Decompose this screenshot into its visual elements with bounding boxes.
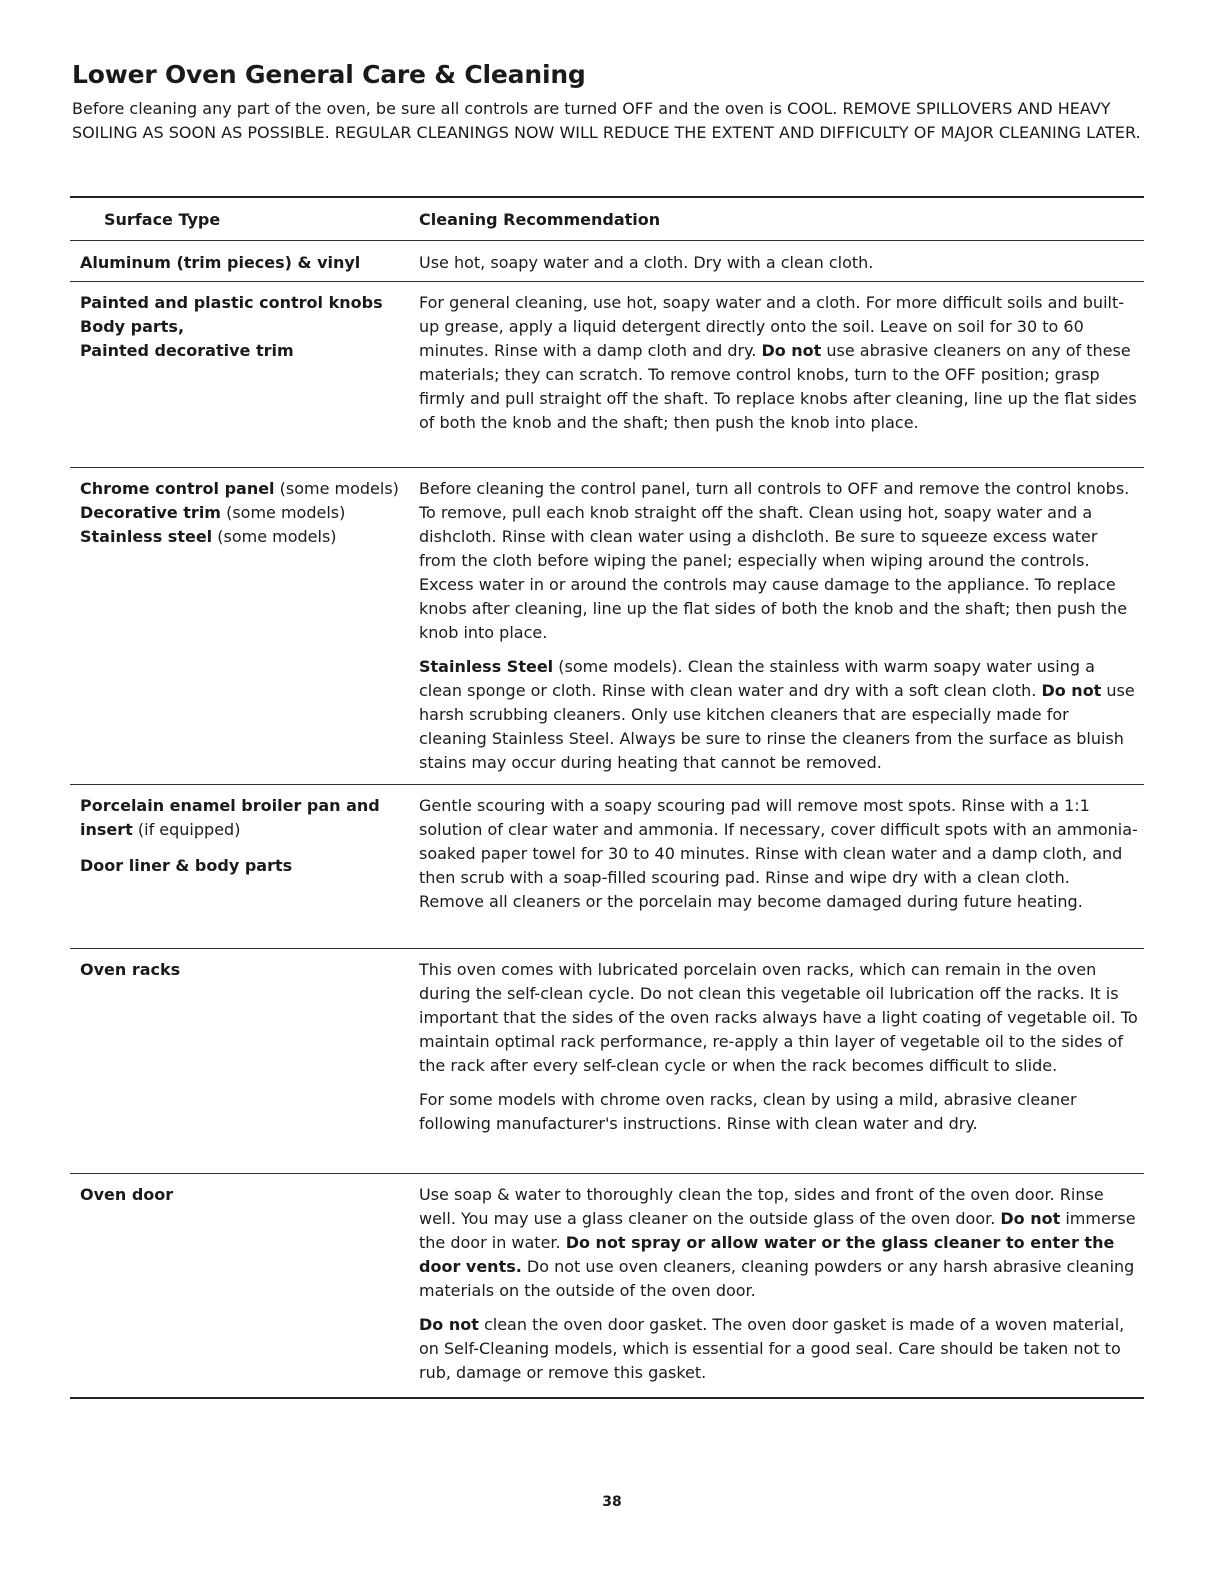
surface-cell [70,794,419,948]
recommendation-text: Before cleaning the control panel, turn all controls to OFF and remove the control knobs. To remove, pull each knob straight off the shaft. Clean using hot, soapy water and a dishcloth. Rinse with clean water using a dishcloth. Be sure to squeeze excess water from the cloth before wiping the panel; especially when wiping around the controls. Excess water in or around the controls may cause damage to the appliance. To replace knobs after cleaning, line up the flat sides of both the knob and the shaft; then push the knob into place. [419,479,1130,642]
recommendation-text: Do not clean the oven door gasket. The oven door gasket is made of a woven material, on Self-Cleaning models, which is essential for a good seal. Care should be taken not to rub, damage or remove this gasket. [419,1315,1125,1382]
recommendation-text: This oven comes with lubricated porcelain oven racks, which can remain in the oven during the self-clean cycle. Do not clean this vegetable oil lubrication off the racks. It is important that the sides of the oven racks always have a light coating of vegetable oil. To maintain optimal rack performance, re-apply a thin layer of vegetable oil to the sides of the rack after every self-clean cycle or when the rack becomes difficult to slide. [419,960,1138,1075]
recommendation-cell [419,251,1144,281]
surface-type-header: Surface Type [104,209,221,229]
recommendation-text: Stainless Steel (some models). Clean the stainless with warm soapy water using a clean sponge or cloth. Rinse with clean water and dry with a soft clean cloth. Do not use harsh scrubbing cleaners. Only use kitchen cleaners that are especially made for cleaning Stainless Steel. Always be sure to rinse the cleaners from the surface as bluish stains may occur during heating that cannot be removed. [419,657,1135,772]
table-row [70,241,1144,281]
cleaning-table [70,196,1144,1399]
surface-name: Porcelain enamel broiler pan and insert (if equipped) [80,796,380,839]
surface-name: Chrome control panel (some models) [80,479,399,498]
recommendation-text: For general cleaning, use hot, soapy water and a cloth. For more difficult soils and built-up grease, apply a liquid detergent directly onto the soil. Leave on soil for 30 to 60 minutes. Rinse with a damp cloth and dry. Do not use abrasive cleaners on any of these materials; they can scratch. To remove control knobs, turn to the OFF position; grasp firmly and pull straight off the shaft. To replace knobs after cleaning, line up the flat sides of both the knob and the shaft; then push the knob into place. [419,293,1137,432]
recommendation-text: For some models with chrome oven racks, clean by using a mild, abrasive cleaner following manufacturer's instructions. Rinse with clean water and dry. [419,1090,1077,1133]
page-content [70,60,1144,1382]
table-header [70,198,1144,240]
table-row [70,468,1144,784]
surface-cell [70,1183,419,1397]
surface-name: Painted decorative trim [80,341,294,360]
surface-name: Painted and plastic control knobs [80,293,383,312]
recommendation-text: Use hot, soapy water and a cloth. Dry with a clean cloth. [419,253,874,272]
recommendation-text: Gentle scouring with a soapy scouring pad will remove most spots. Rinse with a 1:1 solution of clear water and ammonia. If necessary, cover difficult spots with an ammonia-soaked paper towel for 30 to 40 minutes. Rinse with clean water and a damp cloth, and then scrub with a soap-filled scouring pad. Rinse and wipe dry with a clean cloth. Remove all cleaners or the porcelain may become damaged during future heating. [419,796,1138,911]
recommendation-cell [419,794,1144,948]
surface-name: Decorative trim (some models) [80,503,346,522]
surface-name: Oven door [80,1185,174,1204]
table-bottom-rule [70,1397,1144,1399]
surface-cell [70,958,419,1173]
intro-paragraph: Before cleaning any part of the oven, be sure all controls are turned OFF and the oven is COOL. REMOVE SPILLOVERS AND HEAVY SOILING AS SOON AS POSSIBLE. REGULAR CLEANINGS NOW WILL REDUCE THE EXTENT AND DIFFICULTY OF MAJOR CLEANING LATER. [72,99,1141,142]
table-row [70,949,1144,1173]
surface-cell [70,251,419,281]
page-number: 38 [602,1494,622,1510]
surface-cell [70,477,419,784]
surface-name: Aluminum (trim pieces) & vinyl [80,253,361,272]
surface-cell [70,291,419,467]
recommendation-cell [419,958,1144,1173]
surface-name: Body parts, [80,317,185,336]
recommendation-cell [419,291,1144,467]
recommendation-cell [419,1183,1144,1397]
surface-name: Oven racks [80,960,181,979]
table-row [70,1174,1144,1397]
recommendation-cell [419,477,1144,784]
table-row [70,785,1144,948]
recommendation-text: Use soap & water to thoroughly clean the top, sides and front of the oven door. Rinse well. You may use a glass cleaner on the outside glass of the oven door. Do not immerse the door in water. Do not spray or allow water or the glass cleaner to enter the door vents. Do not use oven cleaners, cleaning powders or any harsh abrasive cleaning materials on the outside of the oven door. [419,1185,1136,1300]
table-row [70,282,1144,467]
surface-name: Stainless steel (some models) [80,527,337,546]
page-title: Lower Oven General Care & Cleaning [72,60,586,89]
surface-name: Door liner & body parts [80,856,293,875]
cleaning-recommendation-header: Cleaning Recommendation [419,209,661,229]
